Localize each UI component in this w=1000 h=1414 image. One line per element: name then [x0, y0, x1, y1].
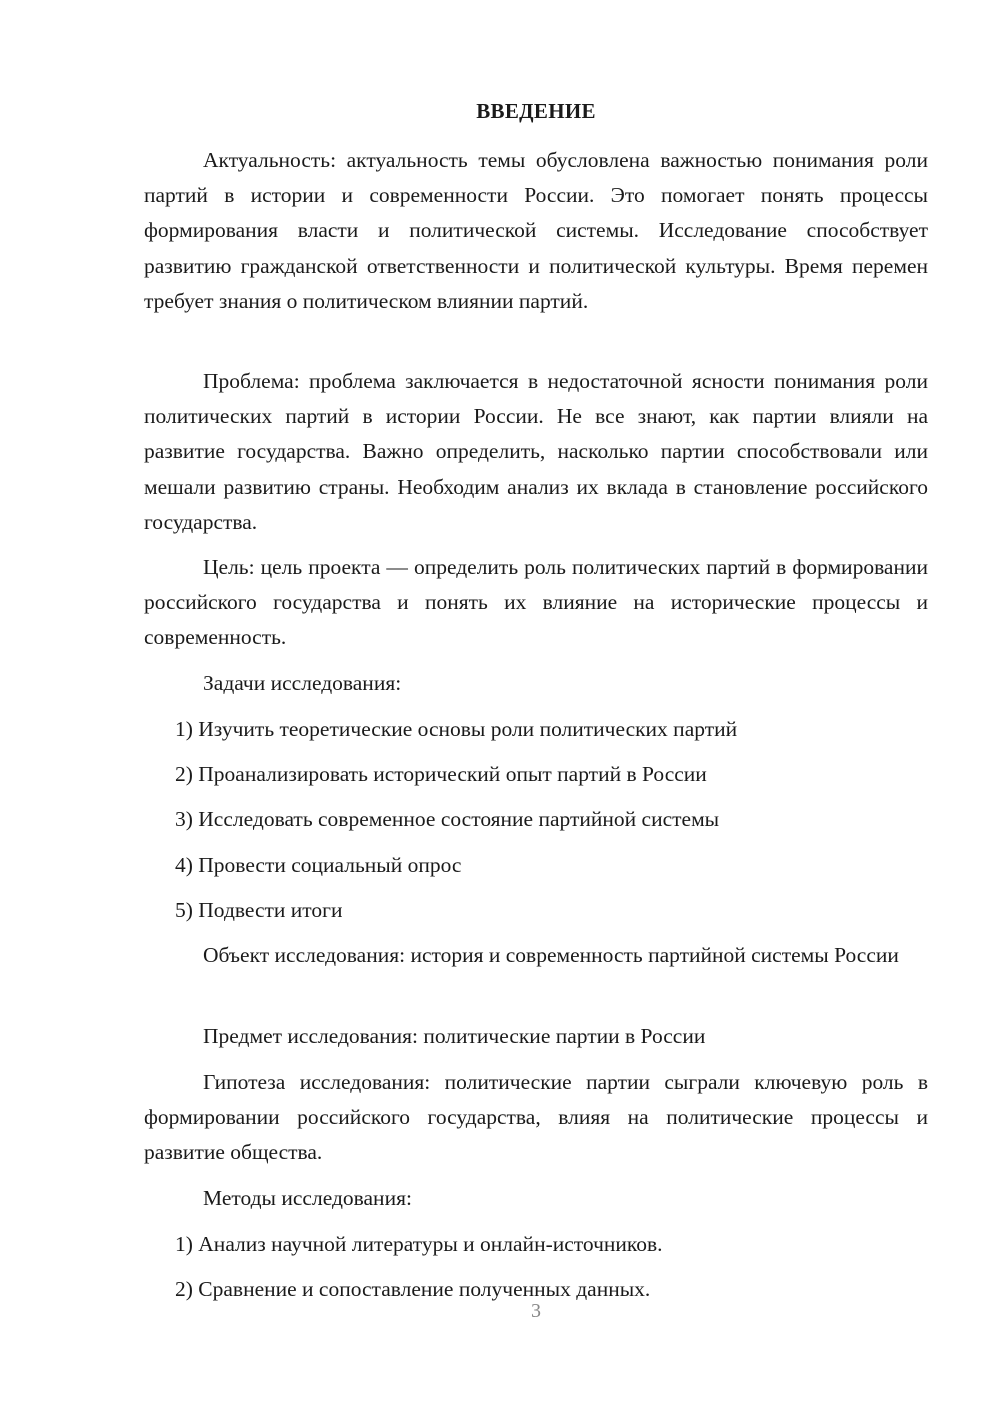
task-item: 4) Провести социальный опрос: [175, 853, 462, 877]
object-paragraph: Объект исследования: история и современность партийной системы России: [203, 943, 899, 967]
page-title: ВВЕДЕНИЕ: [476, 99, 596, 123]
method-item: 2) Сравнение и сопоставление полученных данных.: [175, 1277, 651, 1301]
task-item: 5) Подвести итоги: [175, 898, 343, 922]
problem-paragraph: Проблема: проблема заключается в недостаточной ясности понимания роли политических партий в истории России. Не все знают, как партии влияли на развитие государства. Важно определить, насколько партии способствовали или мешали развитию страны. Необходим анализ их вклада в становление российского государства.: [144, 369, 928, 534]
task-item: 2) Проанализировать исторический опыт партий в России: [175, 762, 707, 786]
task-item: 1) Изучить теоретические основы роли политических партий: [175, 717, 738, 741]
page-number: 3: [531, 1300, 541, 1322]
subject-line: Предмет исследования: политические партии в России: [203, 1024, 706, 1048]
hypothesis-paragraph: Гипотеза исследования: политические партии сыграли ключевую роль в формировании российского государства, влияя на политические процессы и развитие общества.: [144, 1070, 928, 1165]
methods-heading: Методы исследования:: [203, 1186, 412, 1210]
method-item: 1) Анализ научной литературы и онлайн-источников.: [175, 1232, 663, 1256]
relevance-paragraph: Актуальность: актуальность темы обусловлена важностью понимания роли партий в истории и современности России. Это помогает понять процессы формирования власти и политической системы. Исследование способствует развитию гражданской ответственности и политической культуры. Время перемен требует знания о политическом влиянии партий.: [144, 148, 928, 313]
task-item: 3) Исследовать современное состояние партийной системы: [175, 807, 720, 831]
tasks-heading: Задачи исследования:: [203, 671, 402, 695]
goal-paragraph: Цель: цель проекта — определить роль политических партий в формировании российского государства и понять их влияние на исторические процессы и современность.: [144, 555, 928, 650]
